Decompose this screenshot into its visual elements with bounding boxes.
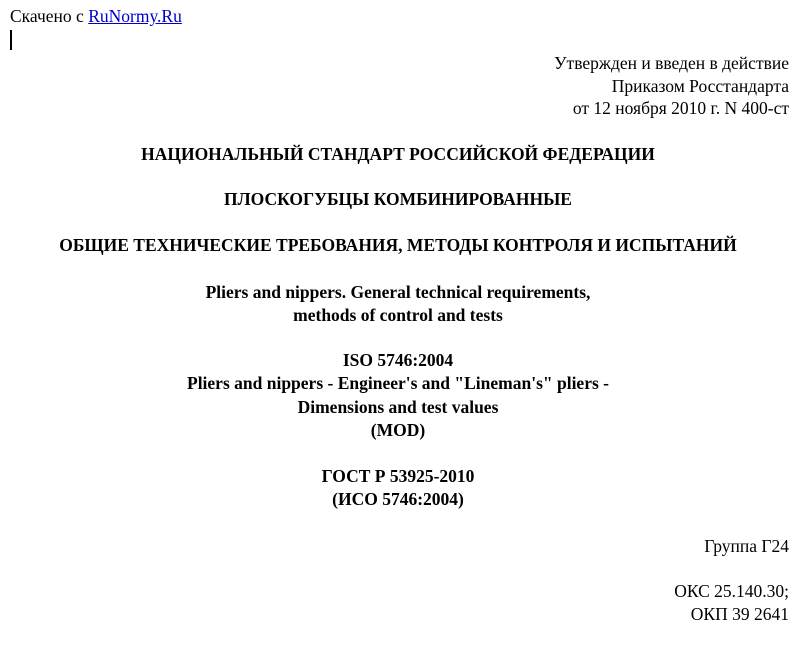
national-standard-title: НАЦИОНАЛЬНЫЙ СТАНДАРТ РОССИЙСКОЙ ФЕДЕРАЦИИ: [141, 144, 655, 164]
download-source-line: [10, 6, 182, 26]
runormy-link[interactable]: RuNormy.Ru: [88, 6, 182, 26]
approval-block: [554, 52, 789, 120]
iso-code: ISO 5746:2004: [342, 350, 454, 370]
iso-reference: [0, 349, 796, 442]
oks-code: ОКС 25.140.30;: [674, 581, 789, 601]
english-title-line-2: methods of control and tests: [293, 305, 503, 325]
download-source-prefix: Скачено с: [10, 6, 89, 26]
iso-title-line-1: Pliers and nippers - Engineer's and "Lineman's" pliers -: [187, 373, 609, 394]
text-cursor: [10, 30, 12, 50]
gost-designation: [0, 465, 796, 511]
product-title: ПЛОСКОГУБЦЫ КОМБИНИРОВАННЫЕ: [224, 189, 572, 209]
okp-code: ОКП 39 2641: [690, 603, 789, 624]
gost-iso-equivalent: (ИСО 5746:2004): [332, 489, 464, 509]
english-title: [0, 281, 796, 327]
gost-code: ГОСТ Р 53925-2010: [321, 466, 475, 486]
approval-line-1: Утвержден и введен в действие: [554, 53, 789, 73]
group-label: Группа Г24: [704, 536, 789, 556]
english-title-line-1: Pliers and nippers. General technical requirements,: [205, 282, 591, 302]
approval-line-2: Приказом Росстандарта: [611, 75, 789, 96]
classification-codes: [674, 580, 789, 625]
subject-title: ОБЩИЕ ТЕХНИЧЕСКИЕ ТРЕБОВАНИЯ, МЕТОДЫ КОНТРОЛЯ И ИСПЫТАНИЙ: [59, 235, 737, 255]
iso-title-line-2: Dimensions and test values: [297, 396, 499, 417]
approval-line-3: от 12 ноября 2010 г. N 400-ст: [572, 98, 789, 118]
iso-modification: (MOD): [370, 419, 426, 440]
